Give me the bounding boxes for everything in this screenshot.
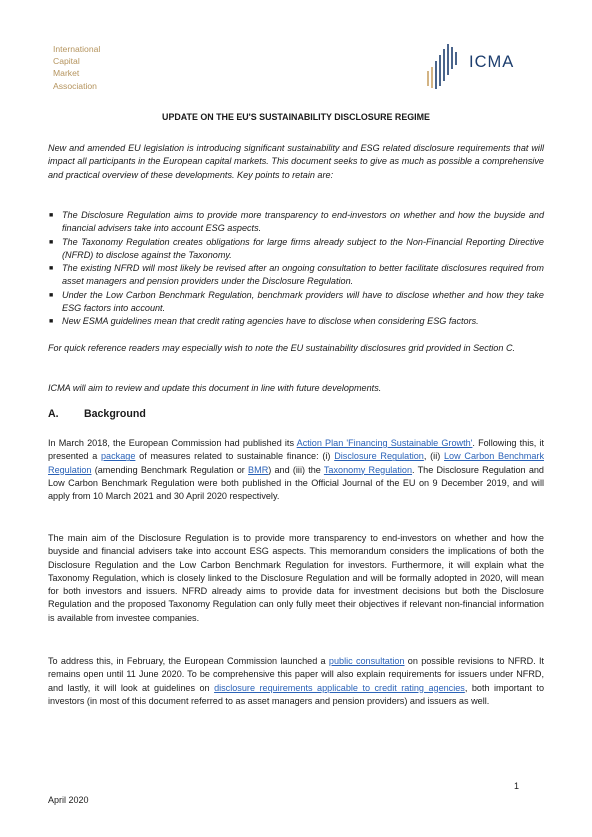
bullet-icon: ■ [49,238,54,246]
paragraph-text: (amending Benchmark Regulation or [91,464,249,475]
section-number: A. [48,408,59,420]
low-carbon-benchmark-regulation-link[interactable]: Low Carbon Benchmark Regulation [48,451,544,475]
paragraph-text: ) and (iii) the [268,464,324,475]
background-paragraph-1 [48,437,544,503]
list-item [48,289,544,316]
bmr-link[interactable]: BMR [248,464,269,475]
association-name-line: Capital [53,56,80,67]
association-name-line: International [53,44,101,54]
bullet-icon: ■ [49,291,54,299]
footer-date: April 2020 [48,795,89,805]
review-note: ICMA will aim to review and update this document in line with future developments. [48,383,382,393]
paragraph-text: of measures related to sustainable finance: (i) [135,451,335,462]
list-item-text: Under the Low Carbon Benchmark Regulation, benchmark providers will have to disclose whether and how they take ESG factors into account. [62,289,544,314]
disclosure-regulation-link[interactable]: Disclosure Regulation [334,451,424,462]
bullet-icon: ■ [49,212,54,219]
list-item-text: The existing NFRD will most likely be revised after an ongoing consultation to better facilitate disclosures required from asset managers and pension providers under the Disclosure Regulation. [62,263,544,287]
section-title: Background [84,408,146,420]
association-name [53,43,100,92]
list-item [48,262,544,289]
list-item [48,315,544,328]
association-name-line: Association [53,80,97,91]
icma-logo-mark-icon [425,41,467,93]
key-points-list [48,209,544,329]
list-item-text: The Taxonomy Regulation creates obligations for large firms already subject to the Non-Financial Reporting Directive (NFRD) to disclose against the Taxonomy. [62,236,544,260]
background-paragraph-2: The main aim of the Disclosure Regulation is to provide more transparency to end-investors on whether and how the buyside and financial advisers take into account ESG aspects. This memorandum considers the implications of both the Disclosure Regulation and the Low Carbon Benchmark Regulation for investors. Furthermore, it will explain what the Taxonomy Regulation, which is closely linked to the Disclosure Regulation and will be formally adopted in 2020, will mean for both investors and issuers. NFRD already aims to provide data for investment decisions but both the Disclosure Regulation and the proposed Taxonomy Regulation can only fully meet their objectives if relevant non-financial information is available from investee companies. [48,533,544,623]
public-consultation-link[interactable]: public consultation [328,656,405,666]
package-link[interactable]: package [101,451,136,462]
quick-reference-paragraph: For quick reference readers may especially wish to note the EU sustainability disclosures grid provided in Section C. [48,343,516,353]
paragraph-text: To address this, in February, the European Commission launched a [48,656,329,666]
document-title: UPDATE ON THE EU'S SUSTAINABILITY DISCLOSURE REGIME [162,112,430,122]
paragraph-text: In March 2018, the European Commission had published its [48,438,297,448]
credit-rating-disclosure-link[interactable]: disclosure requirements applicable to credit rating agencies [214,682,465,693]
list-item [48,236,544,263]
background-paragraph-3 [48,655,544,708]
intro-paragraph: New and amended EU legislation is introducing significant sustainability and ESG related disclosure requirements that will impact all participants in the European capital markets. This document seeks to give as much as possible a comprehensive and practical overview of these developments. Key points to retain are: [48,143,544,180]
page-number: 1 [514,781,520,791]
paragraph-text: . Following this, it presented a [48,438,544,462]
list-item-text: The Disclosure Regulation aims to provide more transparency to end-investors on whether and how the buyside and financial advisers take into account ESG aspects. [62,210,544,234]
paragraph-text: on possible revisions to NFRD. It remains open until 11 June 2020. To be comprehensive this paper will also explain requirements for issuers under NFRD, and lastly, it will look at guidelines on [48,656,545,693]
list-item [48,209,544,236]
taxonomy-regulation-link[interactable]: Taxonomy Regulation [323,464,413,475]
paragraph-text: , both important to investors (in most of this document referred to as asset managers and pension providers) and issuers as well. [48,682,545,706]
icma-logo [425,41,525,93]
bullet-icon: ■ [49,318,54,326]
list-item-text: New ESMA guidelines mean that credit rating agencies have to disclose when considering ESG factors. [62,316,479,327]
section-heading [48,408,146,420]
bullet-icon: ■ [49,265,54,273]
action-plan-link[interactable]: Action Plan 'Financing Sustainable Growth' [296,438,473,448]
icma-logo-text: ICMA [469,53,515,71]
paragraph-text: . The Disclosure Regulation and Low Carbon Benchmark Regulation were both published in the Official Journal of the EU on 9 December 2019, and will apply from 10 March 2021 and 30 April 2020 respectively. [48,464,544,502]
association-name-line: Market [53,68,80,79]
paragraph-text: , (ii) [423,451,444,462]
